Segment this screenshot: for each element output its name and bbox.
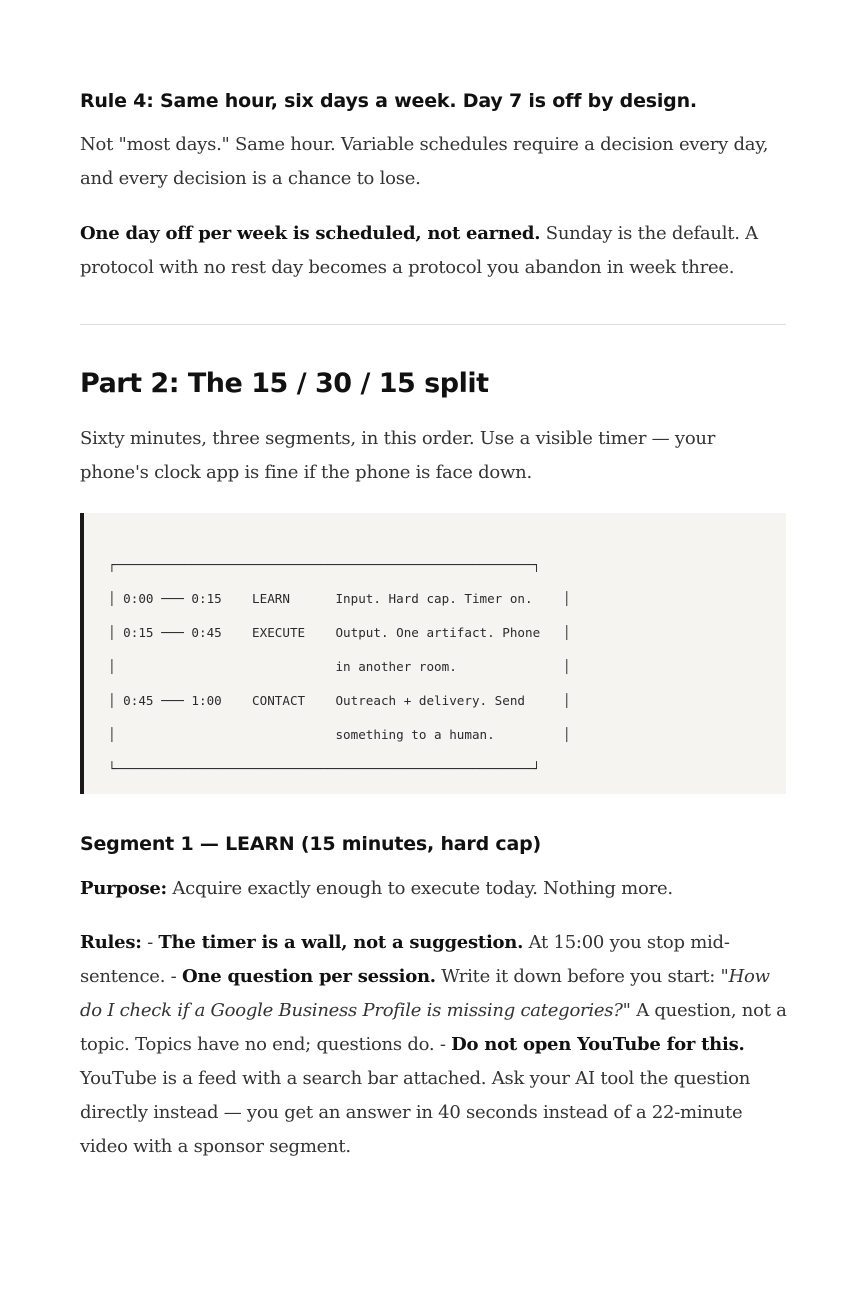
schedule-table-text: ┌───────────────────────────────────────────────────────┐ │ 0:00 ─── 0:15 LEARN Input. Hard cap. Timer on. │ │ 0:15 ─── 0:45 EXECUTE Output. One artifact. Phone │ │ in another room. │ │ 0:45 ─── 1:00 CONTACT Outreach + delivery. Send │ │ something to a human. │ └───────────────────────────────────────────────────────┘ <box>108 557 571 776</box>
purpose-text: Acquire exactly enough to execute today. Nothing more. <box>166 878 673 899</box>
rules-text-5: YouTube is a feed with a search bar attached. Ask your AI tool the question directly instead — you get an answer in 40 seconds instead of a 22-minute video with a sponsor segment. <box>80 1068 751 1157</box>
section-divider <box>80 324 786 325</box>
rule-4-heading: Rule 4: Same hour, six days a week. Day 7 is off by design. <box>80 90 697 112</box>
rules-text-1: - <box>141 932 159 953</box>
rules-label: Rules: <box>80 932 142 953</box>
rule-timer-wall: The timer is a wall, not a suggestion. <box>158 932 524 953</box>
rest-day-paragraph <box>80 217 792 285</box>
rules-text-4: A question, not a topic. Topics have no end; questions do. - <box>80 1000 787 1055</box>
segment-1-heading: Segment 1 — LEARN (15 minutes, hard cap) <box>80 833 541 855</box>
rules-paragraph <box>80 926 792 1164</box>
purpose-label: Purpose: <box>80 878 167 899</box>
rule-no-youtube: Do not open YouTube for this. <box>451 1034 745 1055</box>
purpose-paragraph <box>80 872 786 906</box>
part-2-intro: Sixty minutes, three segments, in this order. Use a visible timer — your phone's clock app is fine if the phone is face down. <box>80 428 716 483</box>
rules-text-2: At 15:00 you stop mid-sentence. - <box>80 932 730 987</box>
schedule-code-block <box>80 513 786 794</box>
rules-text-3: Write it down before you start: <box>435 966 721 987</box>
example-question: "How do I check if a Google Business Profile is missing categories?" <box>80 966 770 1021</box>
rule-4-paragraph: Not "most days." Same hour. Variable schedules require a decision every day, and every decision is a chance to lose. <box>80 134 769 189</box>
rest-day-bold: One day off per week is scheduled, not earned. <box>80 223 541 244</box>
rest-day-text: Sunday is the default. A protocol with no rest day becomes a protocol you abandon in week three. <box>80 223 758 278</box>
rule-one-question: One question per session. <box>181 966 436 987</box>
part-2-heading: Part 2: The 15 / 30 / 15 split <box>80 368 489 399</box>
